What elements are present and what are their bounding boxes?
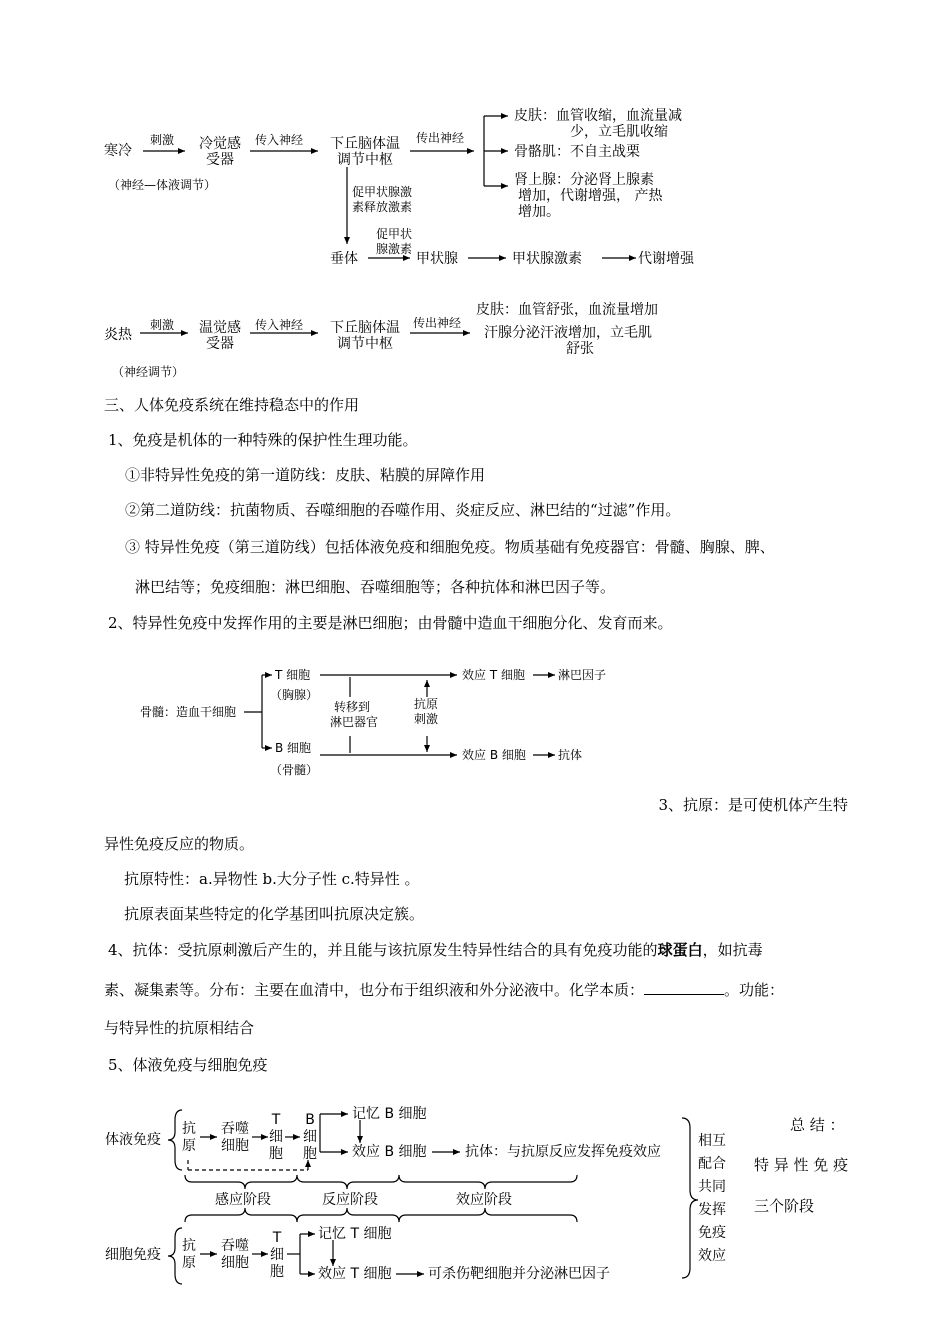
para-1a: ①非特异性免疫的第一道防线：皮肤、粘膜的屏障作用	[125, 466, 486, 484]
para-4c: 与特异性的抗原相结合	[104, 1019, 255, 1037]
section3-heading: 三、人体免疫系统在维持稳态中的作用	[104, 396, 360, 414]
para-2: 2、特异性免疫中发挥作用的主要是淋巴细胞；由骨髓中造血干细胞分化、发育而来。	[108, 614, 673, 632]
b-cell: B 细胞	[275, 741, 312, 755]
para-1c-cont: 淋巴结等；免疫细胞：淋巴细胞、吞噬细胞等；各种抗体和淋巴因子等。	[135, 578, 616, 596]
blank-answer-line[interactable]	[644, 980, 724, 995]
hot-afferent-label: 传入神经	[255, 318, 304, 332]
hot-source: 炎热	[104, 327, 132, 343]
para-1: 1、免疫是机体的一种特殊的保护性生理功能。	[108, 431, 418, 449]
thyroid-hormone: 甲状腺激素	[512, 251, 582, 267]
cold-efferent-label: 传出神经	[416, 131, 465, 145]
summary-three-stages: 三个阶段	[754, 1197, 815, 1215]
t-cell-source: （胸腺）	[270, 688, 319, 702]
antigen-traits: 抗原特性：a.异物性 b.大分子性 c.特异性 。	[124, 870, 420, 888]
cellular-phagocyte: 吞噬 细胞	[221, 1238, 249, 1271]
lymphokine: 淋巴因子	[558, 668, 607, 682]
cold-muscle-effect: 骨骼肌：不自主战栗	[514, 144, 640, 160]
stage-response: 反应阶段	[322, 1192, 378, 1208]
thyroid: 甲状腺	[416, 251, 458, 267]
humoral-t-cell: T 细 胞	[269, 1112, 283, 1162]
humoral-b-cell: B 细 胞	[303, 1112, 317, 1162]
hot-sweat-effect: 汗腺分泌汗液增加，立毛肌 舒张	[484, 325, 652, 357]
bone-marrow-stem-cell: 骨髓：造血干细胞	[140, 705, 237, 719]
hot-skin-effect: 皮肤：血管舒张，血流量增加	[476, 302, 658, 318]
cold-source: 寒冷	[104, 143, 132, 159]
antigen-stimulus-label: 抗原 刺激	[413, 697, 439, 726]
summary-title: 总 结 ：	[790, 1116, 845, 1134]
cellular-effector-t-cell: 效应 T 细胞	[318, 1266, 392, 1282]
stage-effect: 效应阶段	[456, 1192, 512, 1208]
humoral-immunity-label: 体液免疫	[105, 1132, 161, 1148]
tsh-label: 促甲状 腺激素	[376, 227, 413, 256]
effector-b-cell: 效应 B 细胞	[462, 748, 526, 762]
cooperate-label: 相互 配合 共同 发挥 免疫 效应	[698, 1133, 726, 1264]
para-4b: 素、凝集素等。分布：主要在血清中，也分布于组织液和外分泌液中。化学本质： 。功能：	[104, 981, 785, 999]
hot-receptor: 温觉感 受器	[199, 320, 241, 352]
humoral-effector-b-cell: 效应 B 细胞	[352, 1144, 427, 1160]
hot-caption: （神经调节）	[112, 365, 185, 379]
para-1b: ②第二道防线：抗菌物质、吞噬细胞的吞噬作用、炎症反应、淋巴结的“过滤”作用。	[125, 501, 681, 519]
hot-efferent-label: 传出神经	[413, 316, 462, 330]
humoral-phagocyte: 吞噬 细胞	[221, 1121, 249, 1154]
t-cell: T 细胞	[275, 668, 311, 682]
migrate-label: 转移到 淋巴器官	[330, 700, 379, 729]
hot-center: 下丘脑体温 调节中枢	[330, 320, 400, 352]
effector-t-cell: 效应 T 细胞	[462, 668, 525, 682]
cold-adrenal-effect: 肾上腺：分泌肾上腺素 增加，代谢增强， 产热 增加。	[514, 172, 663, 220]
b-cell-source: （骨髓）	[270, 763, 319, 777]
summary-specific-immunity: 特 异 性 免 疫	[754, 1156, 849, 1174]
memory-t-cell: 记忆 T 细胞	[318, 1226, 392, 1242]
para-5: 5、体液免疫与细胞免疫	[108, 1056, 268, 1074]
cold-caption: （神经—体液调节）	[108, 178, 217, 192]
antibody-effect: 抗体：与抗原反应发挥免疫效应	[465, 1144, 661, 1160]
kill-target-effect: 可杀伤靶细胞并分泌淋巴因子	[428, 1266, 610, 1282]
cold-stimulus-label: 刺激	[150, 133, 175, 147]
hot-stimulus-label: 刺激	[150, 318, 175, 332]
cellular-antigen: 抗 原	[182, 1238, 196, 1271]
cold-afferent-label: 传入神经	[255, 133, 304, 147]
antibody: 抗体	[558, 748, 583, 762]
para-3a: 3、抗原：是可使机体产生特	[658, 796, 848, 814]
para-4a: 4、抗体：受抗原刺激后产生的，并且能与该抗原发生特异性结合的具有免疫功能的球蛋白，如抗毒	[108, 941, 763, 959]
cellular-immunity-label: 细胞免疫	[105, 1247, 161, 1263]
cold-center: 下丘脑体温 调节中枢	[330, 136, 400, 168]
antigen-determinant: 抗原表面某些特定的化学基团叫抗原决定簇。	[124, 905, 425, 923]
para-3b: 异性免疫反应的物质。	[104, 835, 255, 853]
humoral-antigen: 抗 原	[182, 1121, 196, 1154]
cold-receptor: 冷觉感 受器	[199, 136, 241, 168]
memory-b-cell: 记忆 B 细胞	[352, 1106, 427, 1122]
cellular-t-cell: T 细 胞	[270, 1230, 284, 1280]
pituitary: 垂体	[330, 251, 358, 267]
stage-induction: 感应阶段	[215, 1192, 271, 1208]
para-1c: ③ 特异性免疫（第三道防线）包括体液免疫和细胞免疫。物质基础有免疫器官：骨髓、胸腺、脾、	[125, 538, 775, 556]
cold-skin-effect: 皮肤：血管收缩，血流量减 少，立毛肌收缩	[514, 108, 682, 140]
metabolism-increase: 代谢增强	[638, 251, 694, 267]
trh-label: 促甲状腺激 素释放激素	[352, 185, 413, 214]
